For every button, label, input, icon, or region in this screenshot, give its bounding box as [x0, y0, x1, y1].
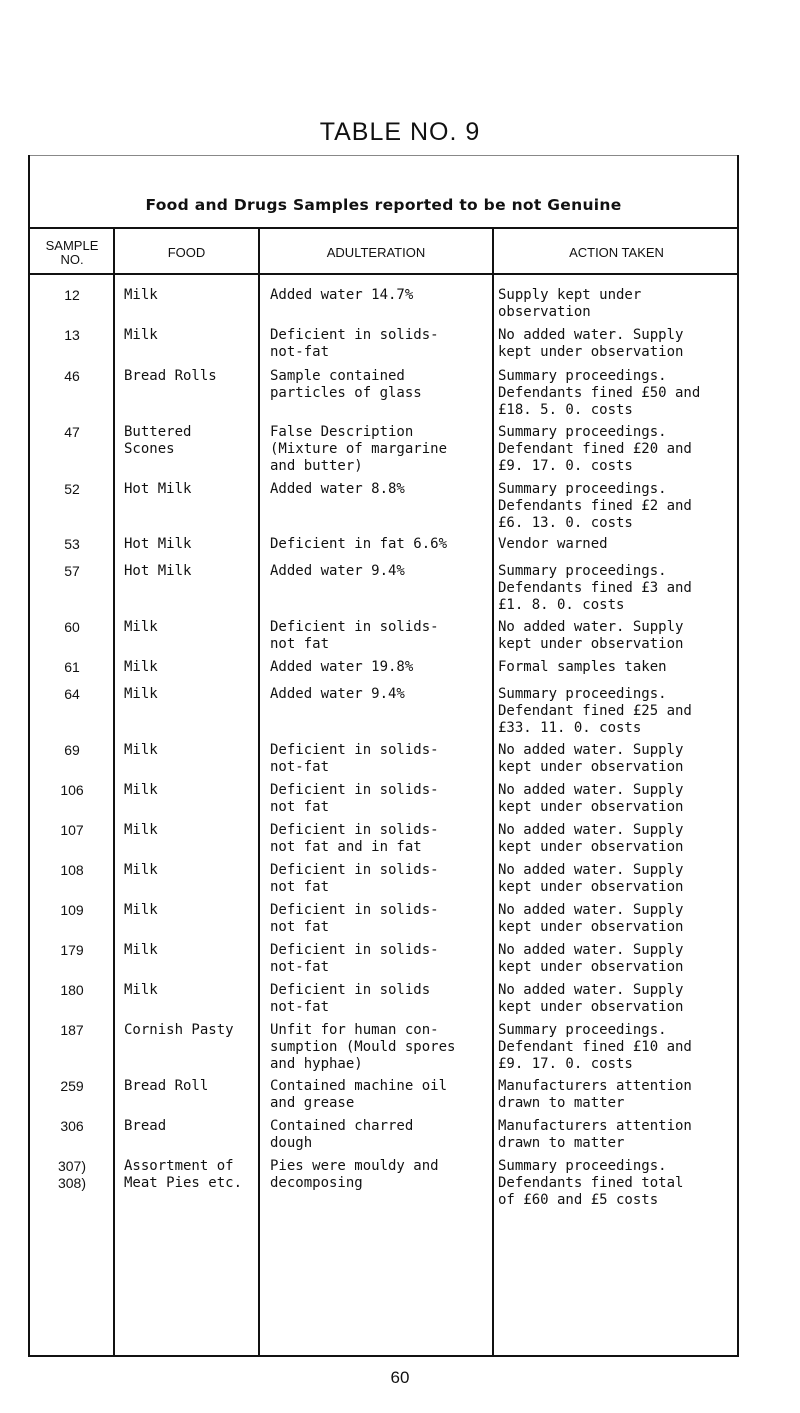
action-taken: No added water. Supply kept under observation — [498, 327, 684, 360]
action-taken: Summary proceedings. Defendants fined £50 and £18. 5. 0. costs — [498, 368, 701, 418]
adulteration-detail: Unfit for human con- sumption (Mould spores and hyphae) — [270, 1022, 456, 1072]
sample-number: 53 — [64, 536, 80, 552]
sample-number: 60 — [64, 619, 80, 635]
action-taken: Manufacturers attention drawn to matter — [498, 1118, 692, 1151]
sample-number: 187 — [60, 1022, 84, 1038]
sample-number: 307) 308) — [57, 1158, 87, 1191]
sample-number: 180 — [60, 982, 84, 998]
header-adulteration: ADULTERATION — [326, 245, 426, 260]
food-name: Assortment of Meat Pies etc. — [124, 1158, 243, 1191]
sample-number: 306 — [60, 1118, 84, 1134]
sample-number: 64 — [64, 686, 80, 702]
action-taken: Summary proceedings. Defendant fined £10 and £9. 17. 0. costs — [498, 1022, 692, 1072]
action-taken: No added water. Supply kept under observation — [498, 942, 684, 975]
food-name: Buttered Scones — [124, 424, 192, 457]
sample-number: 108 — [60, 862, 84, 878]
header-top-rule — [28, 227, 739, 229]
food-name: Milk — [124, 619, 158, 635]
food-name: Milk — [124, 982, 158, 998]
food-name: Hot Milk — [124, 563, 192, 579]
action-taken: No added water. Supply kept under observation — [498, 822, 684, 855]
action-taken: No added water. Supply kept under observation — [498, 862, 684, 895]
food-name: Bread Roll — [124, 1078, 209, 1094]
adulteration-detail: Added water 9.4% — [270, 563, 405, 579]
sample-number: 12 — [64, 287, 80, 303]
action-taken: Summary proceedings. Defendants fined total of £60 and £5 costs — [498, 1158, 684, 1208]
adulteration-detail: Sample contained particles of glass — [270, 368, 422, 401]
food-name: Cornish Pasty — [124, 1022, 234, 1038]
action-taken: Manufacturers attention drawn to matter — [498, 1078, 692, 1111]
adulteration-detail: Deficient in solids- not-fat — [270, 327, 439, 360]
action-taken: Summary proceedings. Defendants fined £3 and £1. 8. 0. costs — [498, 563, 692, 613]
adulteration-detail: Added water 14.7% — [270, 287, 414, 303]
adulteration-detail: Added water 9.4% — [270, 686, 405, 702]
food-name: Milk — [124, 862, 158, 878]
sample-number: 107 — [60, 822, 84, 838]
action-taken: Formal samples taken — [498, 659, 667, 675]
table-caption: Food and Drugs Samples reported to be not Genuine — [145, 196, 622, 214]
adulteration-detail: Added water 19.8% — [270, 659, 414, 675]
sample-number: 13 — [64, 327, 80, 343]
sample-number: 106 — [60, 782, 84, 798]
food-name: Milk — [124, 902, 158, 918]
header-action-taken: ACTION TAKEN — [569, 245, 664, 260]
adulteration-detail: Added water 8.8% — [270, 481, 405, 497]
food-name: Milk — [124, 686, 158, 702]
adulteration-detail: Deficient in solids- not fat — [270, 902, 439, 935]
sample-number: 109 — [60, 902, 84, 918]
action-taken: No added water. Supply kept under observation — [498, 782, 684, 815]
header-food: FOOD — [167, 245, 206, 260]
food-name: Milk — [124, 659, 158, 675]
action-taken: No added water. Supply kept under observation — [498, 902, 684, 935]
food-name: Milk — [124, 782, 158, 798]
action-taken: Summary proceedings. Defendant fined £25 and £33. 11. 0. costs — [498, 686, 692, 736]
food-name: Milk — [124, 742, 158, 758]
sample-number: 259 — [60, 1078, 84, 1094]
action-taken: No added water. Supply kept under observation — [498, 742, 684, 775]
action-taken: Vendor warned — [498, 536, 608, 552]
sample-number: 52 — [64, 481, 80, 497]
food-name: Milk — [124, 822, 158, 838]
food-name: Hot Milk — [124, 481, 192, 497]
adulteration-detail: Deficient in solids- not fat — [270, 782, 439, 815]
adulteration-detail: Deficient in solids- not-fat — [270, 742, 439, 775]
adulteration-detail: Deficient in solids- not fat — [270, 862, 439, 895]
adulteration-detail: Deficient in solids- not fat and in fat — [270, 822, 439, 855]
adulteration-detail: Deficient in solids- not fat — [270, 619, 439, 652]
food-name: Milk — [124, 287, 158, 303]
sample-number: 46 — [64, 368, 80, 384]
sample-number: 69 — [64, 742, 80, 758]
header-sample-no: SAMPLE NO. — [45, 238, 99, 267]
adulteration-detail: Deficient in solids not-fat — [270, 982, 431, 1015]
action-taken: Summary proceedings. Defendants fined £2 and £6. 13. 0. costs — [498, 481, 692, 531]
food-name: Milk — [124, 942, 158, 958]
adulteration-detail: Contained charred dough — [270, 1118, 414, 1151]
action-taken: No added water. Supply kept under observation — [498, 982, 684, 1015]
food-name: Bread — [124, 1118, 167, 1134]
action-taken: Supply kept under observation — [498, 287, 642, 320]
adulteration-detail: False Description (Mixture of margarine and butter) — [270, 424, 448, 474]
action-taken: Summary proceedings. Defendant fined £20 and £9. 17. 0. costs — [498, 424, 692, 474]
food-name: Bread Rolls — [124, 368, 217, 384]
page-number: 60 — [390, 1368, 410, 1387]
table-number-heading: TABLE NO. 9 — [319, 118, 481, 146]
adulteration-detail: Pies were mouldy and decomposing — [270, 1158, 439, 1191]
adulteration-detail: Deficient in solids- not-fat — [270, 942, 439, 975]
column-divider — [258, 227, 260, 1357]
sample-number: 47 — [64, 424, 80, 440]
sample-number: 179 — [60, 942, 84, 958]
adulteration-detail: Deficient in fat 6.6% — [270, 536, 448, 552]
action-taken: No added water. Supply kept under observation — [498, 619, 684, 652]
sample-number: 57 — [64, 563, 80, 579]
adulteration-detail: Contained machine oil and grease — [270, 1078, 448, 1111]
food-name: Hot Milk — [124, 536, 192, 552]
sample-number: 61 — [64, 659, 80, 675]
food-name: Milk — [124, 327, 158, 343]
